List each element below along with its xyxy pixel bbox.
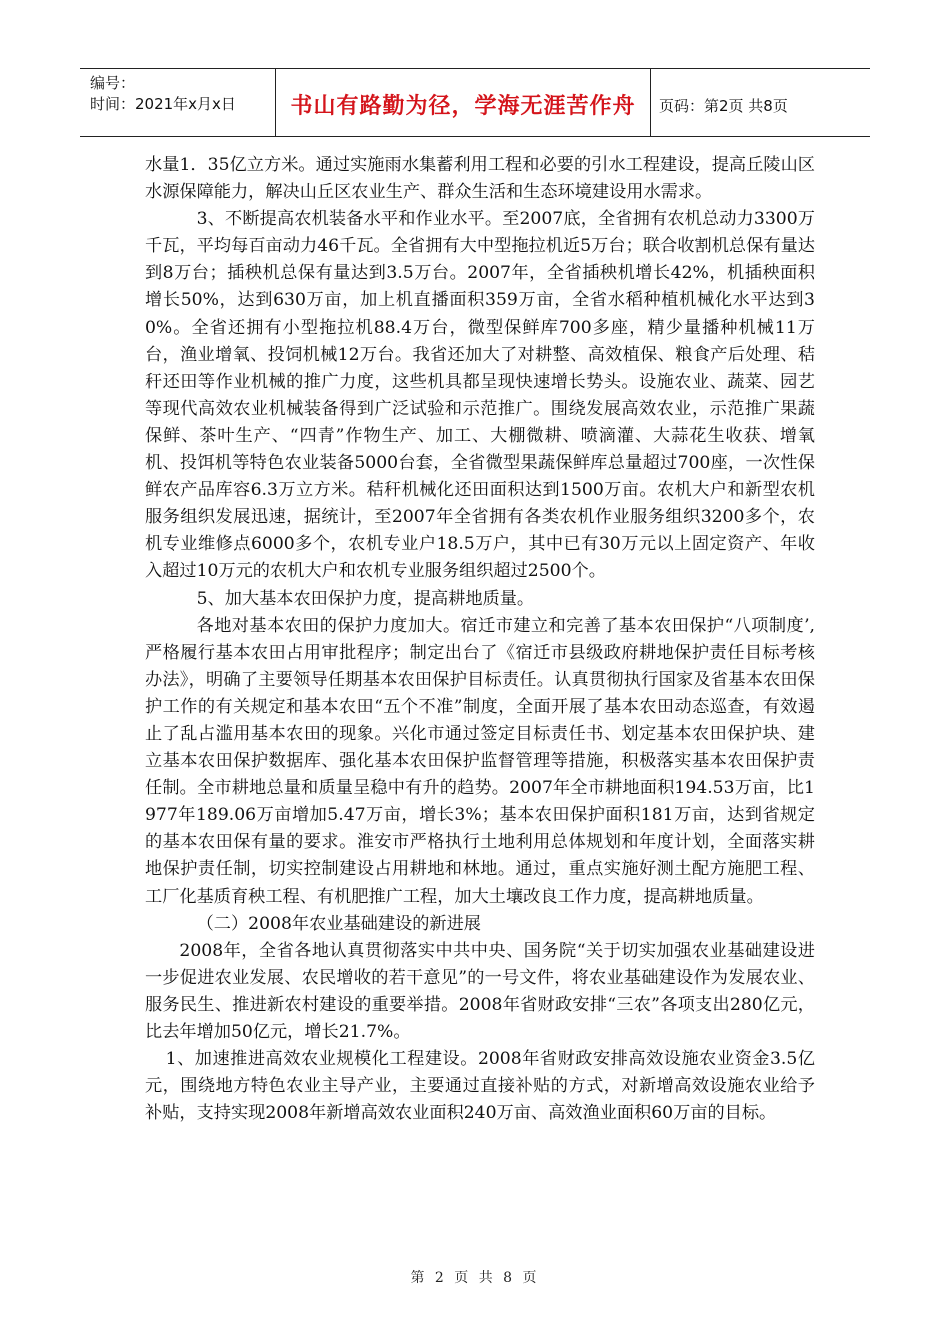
header-meta (80, 69, 275, 136)
paragraph-farm-machinery: 3、不断提高农机装备水平和作业水平。至2007底，全省拥有农机总动力3300万千瓦，平均每百亩动力46千瓦。全省拥有大中型拖拉机近5万台；联合收割机总保有量达到8万台；插秧机总保有量达到3.5万台。2007年，全省插秧机增长42%，机插秧面积增长50%，达到630万亩，加上机直播面积359万亩，全省水稻种植机械化水平达到30%。全省还拥有小型拖拉机88.4万台，微型保鲜库700多座，精少量播种机械11万台，渔业增氧、投饲机械12万台。我省还加大了对耕整、高效植保、粮食产后处理、秸秆还田等作业机械的推广力度，这些机具都呈现快速增长势头。设施农业、蔬菜、园艺等现代高效农业机械装备得到广泛试验和示范推广。围绕发展高效农业，示范推广果蔬保鲜、茶叶生产、“四青”作物生产、加工、大棚微耕、喷滴灌、大蒜花生收获、增氧机、投饵机等特色农业装备5000台套，全省微型果蔬保鲜库总量超过700座，一次性保鲜农产品库容6.3万立方米。秸秆机械化还田面积达到1500万亩。农机大户和新型农机服务组织发展迅速，据统计，至2007年全省拥有各类农机作业服务组织3200多个，农机专业维修点6000多个，农机专业户18.5万户，其中已有30万元以上固定资产、年收入超过10万元的农机大户和农机专业服务组织超过2500个。 (145, 209, 815, 582)
document-number-label: 编号： (90, 74, 136, 92)
paragraph-farmland-protection: 各地对基本农田的保护力度加大。宿迁市建立和完善了基本农田保护“八项制度’,严格履行基本农田占用审批程序；制定出台了《宿迁市县级政府耕地保护责任目标考核办法》，明确了主要领导任期基本农田保护目标责任。认真贯彻执行国家及省基本农田保护工作的有关规定和基本农田“五个不准”制度，全面开展了基本农田动态巡查，有效遏止了乱占滥用基本农田的现象。兴化市通过签定目标责任书、划定基本农田保护块、建立基本农田保护数据库、强化基本农田保护监督管理等措施，积极落实基本农田保护责任制。全市耕地总量和质量呈稳中有升的趋势。2007年全市耕地面积194.53万亩，比1977年189.06万亩增加5.47万亩，增长3%；基本农田保护面积181万亩，达到省规定的基本农田保有量的要求。淮安市严格执行土地利用总体规划和年度计划，全面落实耕地保护责任制，切实控制建设占用耕地和林地。通过，重点实施好测土配方施肥工程、工厂化基质育秧工程、有机肥推广工程，加大土壤改良工作力度，提高耕地质量。 (145, 615, 815, 907)
page-header (80, 68, 870, 137)
paragraph-continued: 水量1．35亿立方米。通过实施雨水集蓄利用工程和必要的引水工程建设，提高丘陵山区水源保障能力，解决山丘区农业生产、群众生活和生态环境建设用水需求。 (145, 155, 815, 203)
header-page-info: 页码：第2页 共8页 (659, 97, 788, 115)
section-heading-2008-progress: （二）2008年农业基础建设的新进展 (196, 913, 481, 934)
paragraph-efficient-agriculture: 1、加速推进高效农业规模化工程建设。2008年省财政安排高效设施农业资金3.5亿元，围绕地方特色农业主导产业，主要通过直接补贴的方式，对新增高效设施农业给予补贴，支持实现2008年新增高效农业面积240万亩、高效渔业面积60万亩的目标。 (145, 1049, 815, 1124)
section-heading-farmland-protection: 5、加大基本农田保护力度，提高耕地质量。 (196, 588, 535, 609)
document-body (145, 152, 815, 1127)
header-motto: 书山有路勤为径，学海无涯苦作舟 (275, 69, 651, 136)
page-footer: 第 2 页 共 8 页 (410, 1270, 540, 1286)
document-time-label: 时间：2021年x月x日 (90, 95, 236, 113)
paragraph-2008-overview: 2008年，全省各地认真贯彻落实中共中央、国务院“关于切实加强农业基础建设进一步促进农业发展、农民增收的若干意见”的一号文件，将农业基础建设作为发展农业、服务民生、推进新农村建设的重要举措。2008年省财政安排“三农”各项支出280亿元，比去年增加50亿元，增长21.7%。 (145, 940, 815, 1042)
